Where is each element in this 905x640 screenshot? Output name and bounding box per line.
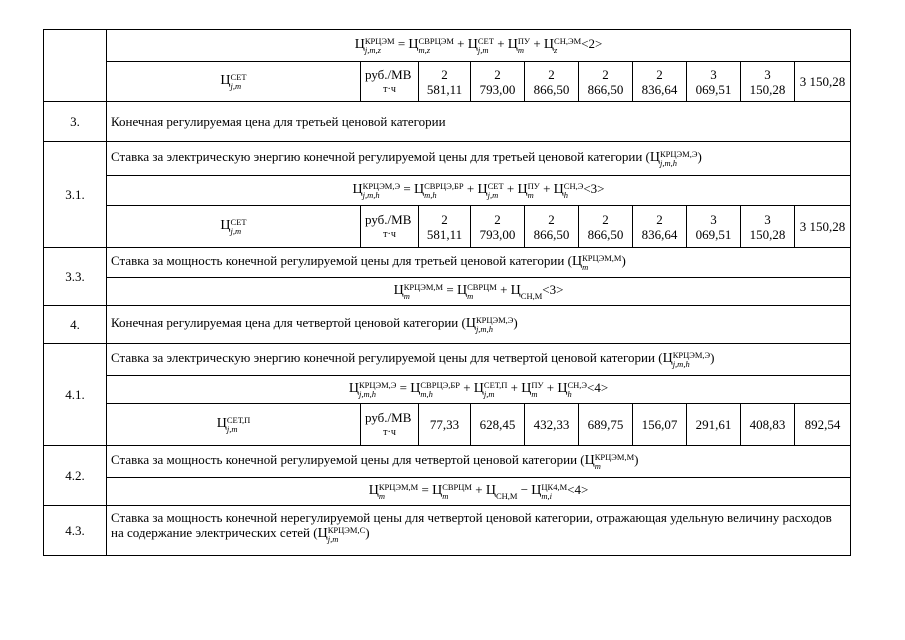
section-row-4-1 (44, 344, 851, 376)
formula-4-m: Ц КРЦЭМ,М m = Ц СВРЦМ m + Ц СН,М − Ц ЦК4,М m,i <4> (107, 478, 851, 506)
section-title: Ставка за мощность конечной регулируемой цены для четвертой ценовой категории (Ц КРЦЭМ,М m ) (107, 446, 851, 478)
value-cell: 2 866,50 (525, 62, 579, 102)
value-cell: 892,54 (795, 404, 851, 446)
value-cell: 156,07 (633, 404, 687, 446)
value-cell: 2 793,00 (471, 206, 525, 248)
section-row-4 (44, 306, 851, 344)
section-title: Ставка за электрическую энергию конечной регулируемой цены для четвертой ценовой категории (Ц КРЦЭМ,Э j,m,h ) (107, 344, 851, 376)
value-cell: 3 150,28 (741, 62, 795, 102)
formula-row-4-1 (44, 376, 851, 404)
value-cell: 628,45 (471, 404, 525, 446)
value-cell: 3 150,28 (741, 206, 795, 248)
values-row-3-1 (44, 206, 851, 248)
row-number: 3.3. (44, 248, 107, 306)
value-cell: 3 150,28 (795, 206, 851, 248)
value-cell: 2 836,64 (633, 62, 687, 102)
formula-4: Ц КРЦЭМ,Э j,m,h = Ц СВРЦЭ,БР m,h + Ц СЕТ,П j,m + Ц ПУ m + Ц СН,Э h <4> (107, 376, 851, 404)
section-row-4-2 (44, 446, 851, 478)
values-row-4-1 (44, 404, 851, 446)
section-title: Конечная регулируемая цена для третьей ценовой категории (107, 102, 851, 142)
value-cell: 3 069,51 (687, 206, 741, 248)
unit-cell: руб./МВ т·ч (361, 62, 419, 102)
section-row-3 (44, 102, 851, 142)
value-cell: 2 836,64 (633, 206, 687, 248)
row-number: 3. (44, 102, 107, 142)
unit-cell: руб./МВ т·ч (361, 206, 419, 248)
unit-cell: руб./МВ т·ч (361, 404, 419, 446)
section-title: Ставка за мощность конечной регулируемой цены для третьей ценовой категории (Ц КРЦЭМ,М m ) (107, 248, 851, 278)
value-cell: 3 150,28 (795, 62, 851, 102)
value-cell: 2 793,00 (471, 62, 525, 102)
section-title: Ставка за мощность конечной нерегулируемой цены для четвертой ценовой категории, отражающая удельную величину расходов на содержание электрических сетей (Ц КРЦЭМ,С j,m ) (107, 506, 851, 556)
tariff-table (43, 29, 851, 556)
formula-2: Ц КРЦЭМ j,m,z = Ц СВРЦЭМ m,z + Ц СЕТ j,m + Ц ПУ m + Ц СН,ЭМ z <2> (107, 30, 851, 62)
value-cell: 2 866,50 (579, 62, 633, 102)
row-number-empty (44, 30, 107, 102)
value-cell: 2 581,11 (419, 62, 471, 102)
row-label: Ц СЕТ j,m (107, 62, 361, 102)
value-cell: 291,61 (687, 404, 741, 446)
value-cell: 408,83 (741, 404, 795, 446)
value-cell: 77,33 (419, 404, 471, 446)
formula-row-4-2 (44, 478, 851, 506)
formula-row-3-3 (44, 278, 851, 306)
row-number: 4.2. (44, 446, 107, 506)
value-cell: 2 866,50 (525, 206, 579, 248)
formula-row-2 (44, 30, 851, 62)
value-cell: 2 866,50 (579, 206, 633, 248)
section-title: Ставка за электрическую энергию конечной регулируемой цены для третьей ценовой категории (Ц КРЦЭМ,Э j,m,h ) (107, 142, 851, 176)
row-number: 4.3. (44, 506, 107, 556)
row-label: Ц СЕТ,П j,m (107, 404, 361, 446)
row-number: 3.1. (44, 142, 107, 248)
value-cell: 689,75 (579, 404, 633, 446)
value-cell: 2 581,11 (419, 206, 471, 248)
section-title: Конечная регулируемая цена для четвертой ценовой категории (Ц КРЦЭМ,Э j,m,h ) (107, 306, 851, 344)
row-number: 4. (44, 306, 107, 344)
row-number: 4.1. (44, 344, 107, 446)
value-cell: 432,33 (525, 404, 579, 446)
section-row-3-1 (44, 142, 851, 176)
value-cell: 3 069,51 (687, 62, 741, 102)
section-row-4-3 (44, 506, 851, 556)
row-label: Ц СЕТ j,m (107, 206, 361, 248)
section-row-3-3 (44, 248, 851, 278)
formula-3-m: Ц КРЦЭМ,М m = Ц СВРЦМ m + Ц СН,М <3> (107, 278, 851, 306)
values-row-2 (44, 62, 851, 102)
formula-row-3-1 (44, 176, 851, 206)
formula-3: Ц КРЦЭМ,Э j,m,h = Ц СВРЦЭ,БР m,h + Ц СЕТ j,m + Ц ПУ m + Ц СН,Э h <3> (107, 176, 851, 206)
